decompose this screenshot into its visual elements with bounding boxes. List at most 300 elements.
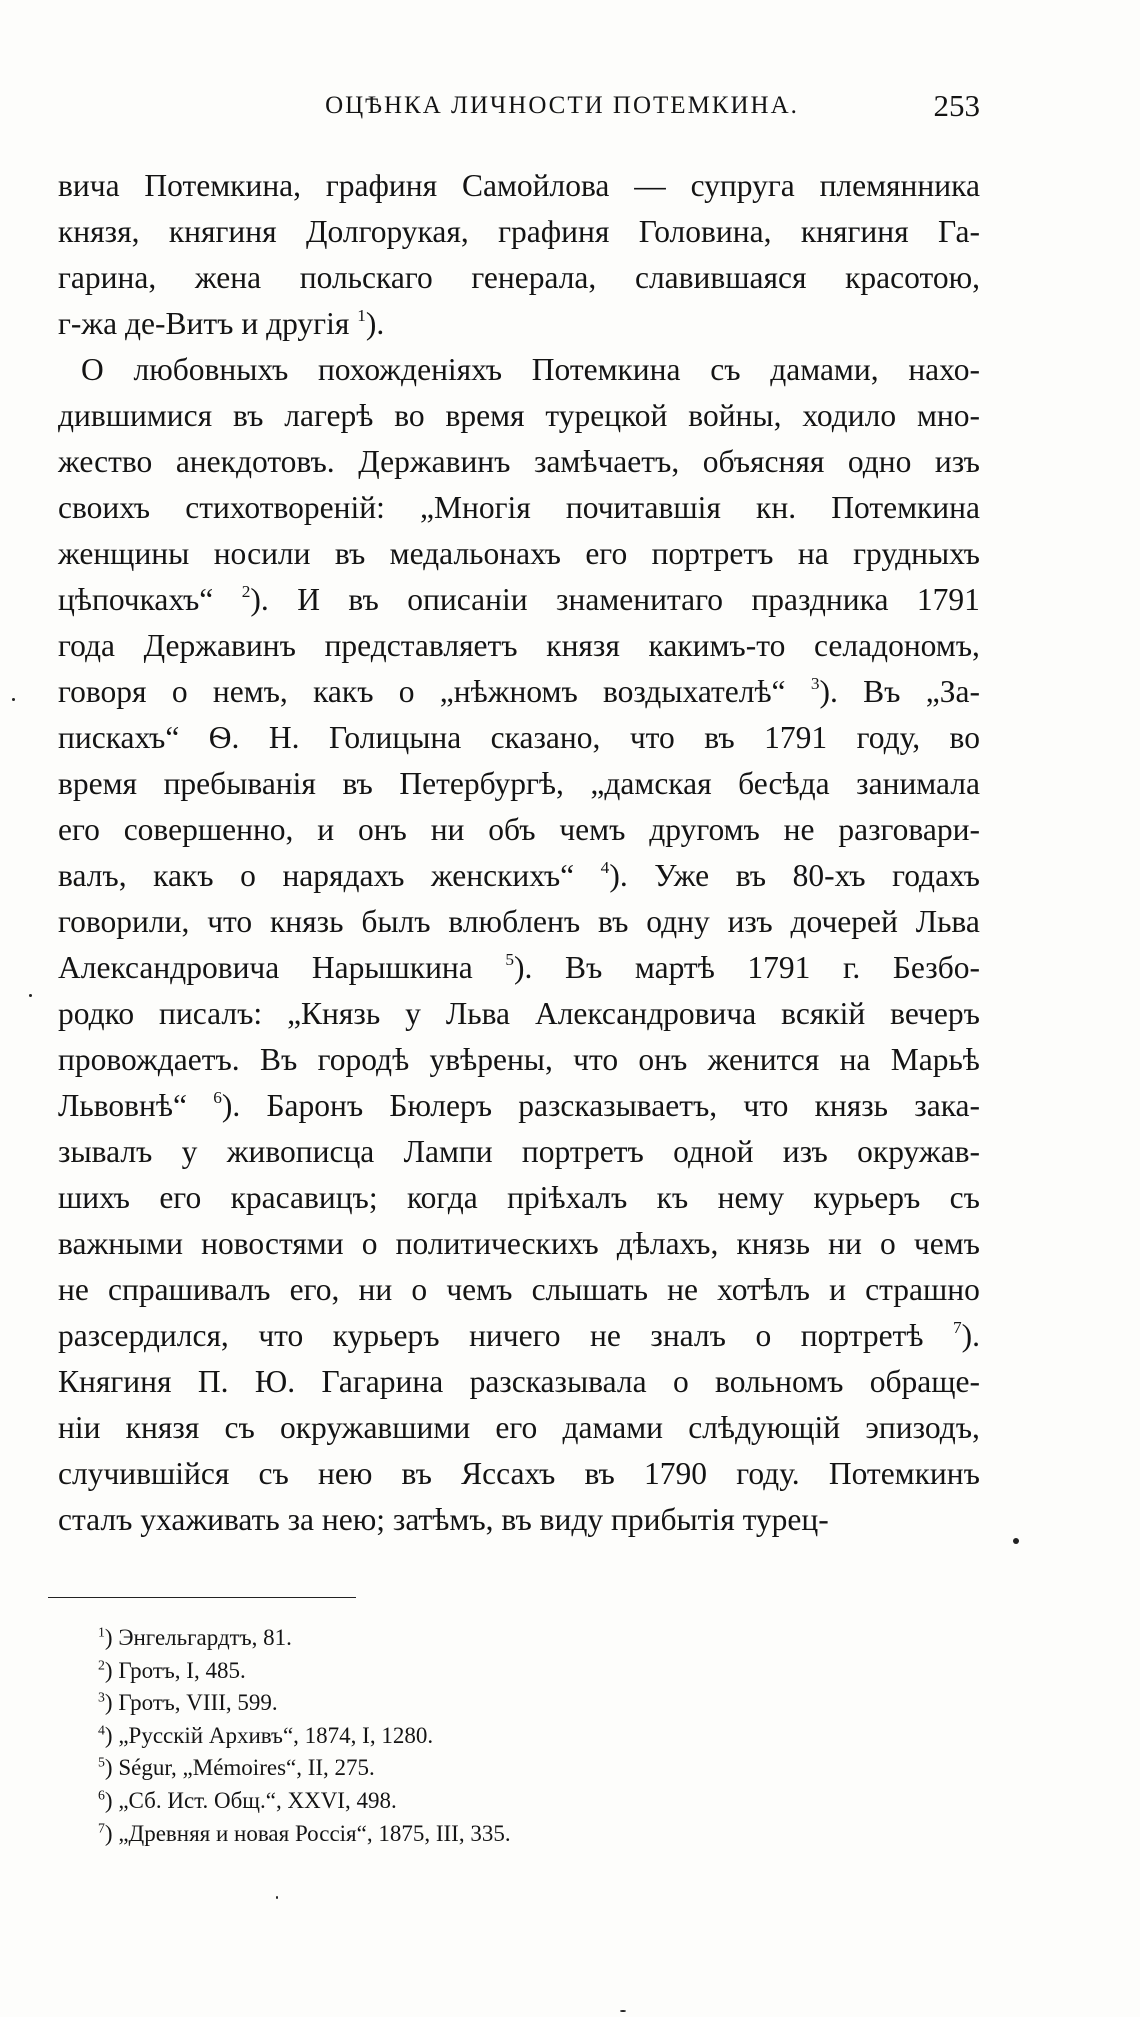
text-line — [58, 1083, 980, 1129]
footnote — [98, 1785, 798, 1818]
word: Петербургѣ, — [399, 766, 564, 801]
word: гарина, — [58, 260, 157, 295]
word: чемъ — [559, 812, 626, 847]
word: женщины — [58, 536, 190, 571]
word: съ — [949, 1180, 980, 1215]
print-speck — [12, 698, 15, 701]
word: „дамская — [590, 766, 712, 801]
word: анекдотовъ. — [175, 444, 335, 479]
word: княгиня — [168, 214, 277, 249]
text-line — [58, 761, 980, 807]
word: Потемкина — [531, 352, 681, 387]
word: $^3$). — [810, 674, 838, 709]
word: что — [207, 904, 253, 939]
word: князя — [546, 628, 620, 663]
word: „За- — [925, 674, 980, 709]
word: у — [405, 996, 421, 1031]
word: дившимися — [58, 398, 213, 433]
word: онъ — [357, 812, 407, 847]
word: польскаго — [299, 260, 433, 295]
word: Льва — [915, 904, 980, 939]
footnote — [98, 1720, 798, 1753]
footnote-text: ) „Сб. Ист. Общ.“, XXVI, 498. — [104, 1787, 397, 1813]
word: валъ, — [58, 858, 127, 893]
word: вольномъ — [715, 1364, 844, 1399]
text-line — [58, 531, 980, 577]
word: спрашивалъ — [108, 1272, 271, 1307]
word: ни — [828, 1226, 862, 1261]
word: грудныхъ — [853, 536, 980, 571]
text-line — [58, 1497, 980, 1543]
word: городѣ — [317, 1042, 410, 1077]
text-line — [58, 623, 980, 669]
footnote-text: ) Гротъ, I, 485. — [104, 1657, 246, 1683]
word: и — [829, 1272, 846, 1307]
word: ніи — [58, 1410, 101, 1445]
text-line — [58, 393, 980, 439]
word: 1790 — [644, 1456, 708, 1491]
footnote — [98, 1687, 798, 1720]
word: время — [445, 398, 525, 433]
word: Головина, — [638, 214, 772, 249]
print-speck — [1013, 1538, 1019, 1544]
word: годахъ — [892, 858, 980, 893]
word: занимала — [856, 766, 980, 801]
word: Бюлеръ — [389, 1088, 492, 1123]
text-line — [58, 1129, 980, 1175]
word: съ — [710, 352, 741, 387]
word: дѣлахъ, — [616, 1226, 719, 1261]
word: о — [398, 674, 415, 709]
word: О — [81, 352, 104, 387]
word: не — [783, 812, 815, 847]
footnote-text: ) „Русскій Архивъ“, 1874, I, 1280. — [104, 1722, 434, 1748]
word: не — [590, 1318, 621, 1353]
word: говоря — [58, 674, 147, 709]
word: когда — [406, 1180, 478, 1215]
word: важными — [58, 1226, 184, 1261]
text-line — [58, 1405, 980, 1451]
word: какъ — [153, 858, 214, 893]
word: дочерей — [790, 904, 898, 939]
running-title: ОЦѢНКА ЛИЧНОСТИ ПОТЕМКИНА. — [325, 92, 799, 119]
word: время — [58, 766, 138, 801]
word: разсказывала — [469, 1364, 647, 1399]
word: во — [394, 398, 425, 433]
word: почитавшія — [565, 490, 721, 525]
word: чемъ — [446, 1272, 513, 1307]
word: страшно — [865, 1272, 980, 1307]
word: на — [797, 536, 829, 571]
word: изъ — [727, 904, 773, 939]
word: виду — [539, 1502, 604, 1537]
word: графиня — [325, 168, 438, 203]
text-line — [58, 1451, 980, 1497]
word: $^5$). — [505, 950, 533, 985]
text-line — [58, 163, 980, 209]
word: о — [880, 1226, 896, 1261]
word: бесѣда — [738, 766, 830, 801]
word: турец- — [742, 1502, 829, 1537]
word: красотою, — [845, 260, 980, 295]
text-line — [58, 715, 980, 761]
word: Въ — [863, 674, 901, 709]
word: Н. — [268, 720, 300, 755]
word: разговари- — [838, 812, 980, 847]
word: въ — [342, 766, 373, 801]
text-line — [58, 347, 980, 393]
word: прибытія — [611, 1502, 735, 1537]
word: зналъ — [650, 1318, 726, 1353]
word: „Князь — [287, 996, 381, 1031]
word: генерала, — [471, 260, 597, 295]
word: родко — [58, 996, 135, 1031]
text-line — [58, 209, 980, 255]
word: его — [159, 1180, 202, 1215]
word: графиня — [498, 214, 610, 249]
word: былъ — [361, 904, 431, 939]
word: похожденіяхъ — [317, 352, 503, 387]
text-line — [58, 899, 980, 945]
word: на — [839, 1042, 871, 1077]
footnote-mark: 1 — [98, 1624, 105, 1640]
word: пріѣхалъ — [507, 1180, 628, 1215]
word: одно — [847, 444, 912, 479]
word: что — [258, 1318, 304, 1353]
word: объясняя — [702, 444, 825, 479]
word: князя, — [58, 214, 140, 249]
word: ни — [358, 1272, 393, 1307]
footnote-text: ) Энгельгардтъ, 81. — [104, 1625, 292, 1650]
word: своихъ — [58, 490, 151, 525]
footnote — [98, 1752, 798, 1785]
text-line — [58, 1313, 980, 1359]
word: курьеръ — [813, 1180, 921, 1215]
footnote-mark: 4 — [98, 1722, 105, 1738]
text-line — [58, 255, 980, 301]
word: дамами — [562, 1410, 663, 1445]
word: о — [171, 674, 188, 709]
word: Ю. — [254, 1364, 296, 1399]
word: славившаяся — [634, 260, 807, 295]
word: что — [629, 720, 675, 755]
word: разсердился, — [58, 1318, 229, 1353]
word: о — [672, 1364, 689, 1399]
word: въ — [348, 582, 379, 617]
word: разсказываетъ, — [518, 1088, 718, 1123]
word: $^6$). — [213, 1088, 241, 1123]
word: мно- — [916, 398, 980, 433]
word: г-жа — [58, 306, 118, 341]
word: въ — [584, 1456, 615, 1491]
word: ни — [430, 812, 465, 847]
word: Александровича — [534, 996, 757, 1031]
word: слышать — [531, 1272, 648, 1307]
word: всякій — [781, 996, 866, 1031]
word: 1791 — [764, 720, 828, 755]
footnote-mark: 2 — [98, 1657, 105, 1673]
word: зывалъ — [58, 1134, 153, 1169]
word: воздыхателѣ“ — [603, 674, 786, 709]
word: кн. — [756, 490, 797, 525]
word: Яссахъ — [461, 1456, 556, 1491]
word: въ — [598, 904, 629, 939]
footnote-mark: 6 — [98, 1787, 105, 1803]
text-line — [58, 301, 980, 347]
text-line — [58, 1221, 980, 1267]
word: его — [58, 812, 100, 847]
print-speck — [29, 994, 32, 997]
word: году. — [736, 1456, 800, 1491]
word: женскихъ“ — [430, 858, 575, 893]
word: живописца — [226, 1134, 375, 1169]
text-line — [58, 1267, 980, 1313]
word: сказано, — [490, 720, 601, 755]
footnote-mark: 5 — [98, 1755, 105, 1771]
text-line — [58, 577, 980, 623]
footnote-ref[interactable]: 2 — [241, 582, 251, 602]
word: дамами, — [770, 352, 879, 387]
word: $^1$). — [357, 306, 385, 341]
word: въ — [735, 858, 767, 893]
word: князя — [125, 1410, 200, 1445]
word: мартѣ — [634, 950, 715, 985]
word: году, — [856, 720, 921, 755]
word: въ — [401, 1456, 432, 1491]
word: объ — [488, 812, 536, 847]
word: нею — [317, 1456, 373, 1491]
word: Потемкина — [831, 490, 980, 525]
footnote-text: ) Гротъ, VIII, 599. — [104, 1690, 278, 1716]
word: стихотвореній: — [185, 490, 385, 525]
word: изъ — [782, 1134, 828, 1169]
word: совершенно, — [123, 812, 294, 847]
word: его, — [289, 1272, 340, 1307]
footnote-mark: 3 — [98, 1689, 105, 1705]
word: Самойлова — [461, 168, 610, 203]
word: другомъ — [649, 812, 760, 847]
page-number: 253 — [933, 88, 980, 123]
word: ничего — [469, 1318, 561, 1353]
word: нахо- — [908, 352, 980, 387]
word: нему — [717, 1180, 785, 1215]
word: какимъ-то — [648, 628, 786, 663]
word: къ — [656, 1180, 689, 1215]
word: окружавшими — [279, 1410, 471, 1445]
word: его — [495, 1410, 538, 1445]
running-header — [60, 88, 980, 132]
word: какъ — [313, 674, 374, 709]
word: Въ — [564, 950, 603, 985]
text-line — [58, 1175, 980, 1221]
word: носили — [213, 536, 311, 571]
word: его — [585, 536, 628, 571]
word: Лампи — [403, 1134, 493, 1169]
word: Льва — [445, 996, 511, 1031]
word: Въ — [259, 1042, 298, 1077]
word: 1791 — [916, 582, 980, 617]
word: и — [241, 306, 259, 341]
footnote-ref[interactable]: 1 — [357, 306, 366, 326]
word: 80-хъ — [792, 858, 866, 893]
word: говорили, — [58, 904, 190, 939]
word: Державинъ — [358, 444, 511, 479]
word: праздника — [751, 582, 889, 617]
word: другія — [266, 306, 350, 341]
word: знаменитаго — [556, 582, 723, 617]
text-line — [58, 669, 980, 715]
word: слѣдующій — [688, 1410, 841, 1445]
word: „нѣжномъ — [439, 674, 578, 709]
word: года — [58, 628, 115, 663]
word: племянника — [819, 168, 980, 203]
word: „Многія — [420, 490, 531, 525]
word: провождаетъ. — [58, 1042, 240, 1077]
word: вича — [58, 168, 120, 203]
word: Нарышкина — [311, 950, 473, 985]
word: въ — [704, 720, 735, 755]
word: немъ, — [212, 674, 288, 709]
main-text — [58, 163, 980, 1543]
word: за — [287, 1502, 315, 1537]
word: Княгиня — [58, 1364, 172, 1399]
word: затѣмъ, — [392, 1502, 494, 1537]
word: Голицына — [328, 720, 462, 755]
word: о — [755, 1318, 772, 1353]
word: въ — [233, 398, 264, 433]
footnote-separator — [48, 1597, 356, 1598]
word: зака- — [914, 1088, 980, 1123]
word: де-Витъ — [125, 306, 234, 341]
word: вечеръ — [890, 996, 980, 1031]
print-speck — [276, 1896, 278, 1899]
word: Потемкина, — [144, 168, 302, 203]
word: съ — [224, 1410, 255, 1445]
word: П. — [197, 1364, 229, 1399]
text-line — [58, 1359, 980, 1405]
word: описаніи — [407, 582, 528, 617]
word: турецкой — [545, 398, 668, 433]
word: Га- — [938, 214, 980, 249]
word: портретъ — [651, 536, 774, 571]
text-line — [58, 1037, 980, 1083]
word: что — [573, 1042, 619, 1077]
word: жена — [194, 260, 262, 295]
word: одну — [646, 904, 710, 939]
word: шихъ — [58, 1180, 130, 1215]
word: Безбо- — [892, 950, 980, 985]
word: случившійся — [58, 1456, 230, 1491]
word: князь — [736, 1226, 810, 1261]
word: хотѣлъ — [717, 1272, 810, 1307]
word: представляетъ — [324, 628, 518, 663]
word: курьеръ — [332, 1318, 440, 1353]
word: изъ — [934, 444, 980, 479]
word: эпизодъ, — [865, 1410, 980, 1445]
footnote — [98, 1818, 798, 1851]
word: цѣпочкахъ“ — [58, 582, 214, 617]
word: портретѣ — [800, 1318, 924, 1353]
word: не — [58, 1272, 89, 1307]
word: $^2$). — [241, 582, 269, 617]
word: Львовнѣ“ — [58, 1088, 187, 1123]
word: князь — [270, 904, 344, 939]
word: писалъ: — [159, 996, 263, 1031]
word: — — [634, 168, 666, 203]
word: нарядахъ — [282, 858, 405, 893]
word: Долгорукая, — [306, 214, 469, 249]
word: въ — [334, 536, 366, 571]
word: замѣчаетъ, — [534, 444, 680, 479]
word: супруга — [690, 168, 795, 203]
word: $^7$). — [952, 1318, 980, 1353]
word: любовныхъ — [133, 352, 289, 387]
footnote-ref[interactable]: 4 — [600, 858, 610, 878]
text-line — [58, 945, 980, 991]
word: Марьѣ — [890, 1042, 980, 1077]
footnote-mark: 7 — [98, 1820, 105, 1836]
footnote — [98, 1655, 798, 1688]
word: Баронъ — [266, 1088, 364, 1123]
word: Гагарина — [321, 1364, 444, 1399]
word: политическихъ — [395, 1226, 599, 1261]
footnote-ref[interactable]: 6 — [213, 1088, 222, 1108]
word: о — [361, 1226, 378, 1261]
word: увѣрены, — [429, 1042, 553, 1077]
text-line — [58, 853, 980, 899]
word: ухаживать — [140, 1502, 280, 1537]
word: онъ — [638, 1042, 688, 1077]
text-line — [58, 807, 980, 853]
footnote-ref[interactable]: 3 — [810, 674, 820, 694]
word: сталъ — [58, 1502, 133, 1537]
word: портретъ — [521, 1134, 644, 1169]
word: красавицъ; — [230, 1180, 378, 1215]
word: не — [667, 1272, 698, 1307]
word: женится — [707, 1042, 820, 1077]
word: у — [181, 1134, 198, 1169]
word: одной — [673, 1134, 754, 1169]
word: о — [411, 1272, 428, 1307]
word: о — [240, 858, 256, 893]
word: И — [297, 582, 320, 617]
word: новостями — [201, 1226, 344, 1261]
word: Потемкинъ — [828, 1456, 980, 1491]
word: нею; — [321, 1502, 386, 1537]
word: Уже — [654, 858, 710, 893]
word: селадономъ, — [814, 628, 980, 663]
footnote-text: ) Ségur, „Mémoires“, II, 275. — [104, 1755, 375, 1781]
print-speck — [620, 2010, 626, 2012]
word: княгиня — [800, 214, 909, 249]
word: князь — [814, 1088, 889, 1123]
footnote-ref[interactable]: 5 — [505, 950, 515, 970]
word: 1791 — [747, 950, 811, 985]
word: обраще- — [869, 1364, 980, 1399]
word: чемъ — [913, 1226, 980, 1261]
word: съ — [258, 1456, 289, 1491]
word: лагерѣ — [284, 398, 374, 433]
word: г. — [842, 950, 861, 985]
text-line — [58, 991, 980, 1037]
footnote-ref[interactable]: 7 — [952, 1318, 962, 1338]
text-line — [58, 485, 980, 531]
word: во — [949, 720, 980, 755]
word: Ѳ. — [208, 720, 240, 755]
word: въ — [501, 1502, 532, 1537]
word: жество — [58, 444, 153, 479]
word: медальонахъ — [389, 536, 561, 571]
